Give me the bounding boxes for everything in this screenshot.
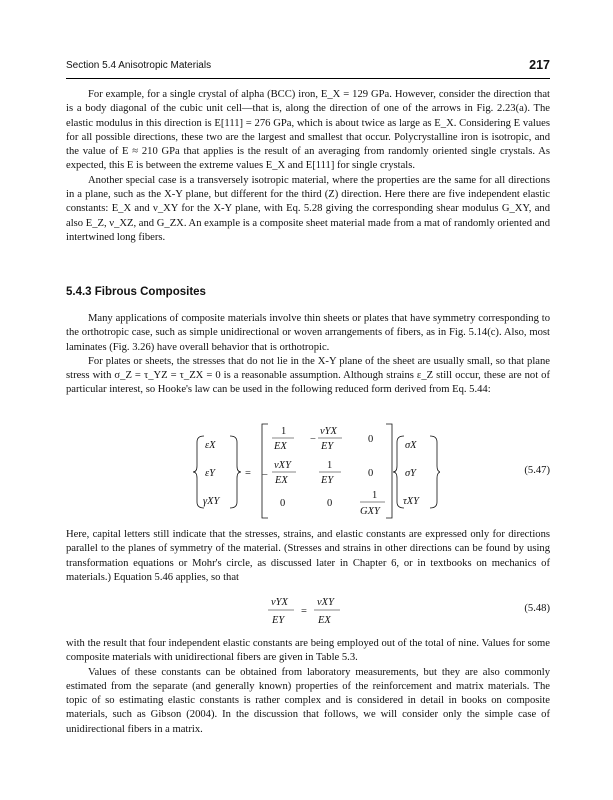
eq548-rhs-num: νXY	[317, 597, 334, 608]
paragraph-plane-stress: For plates or sheets, the stresses that do not lie in the X-Y plane of the sheet are usually small, so that plane stress with σ_Z = τ_YZ = τ_ZX = 0 is a reasonable assumption. Although strains ε_Z still occur, these are not of particular interest, so Hooke's law can be used in the following reduced form derived from Eq. 5.44:	[66, 355, 550, 396]
m11-num: 1	[281, 426, 287, 437]
paragraph-four-constants: with the result that four independent elastic constants are being employed out of the total of nine. Values for some composite materials with unidirectional fibers are given in Table 5.3.	[66, 638, 550, 664]
eq548-equals: =	[301, 606, 307, 617]
body-text-top	[66, 88, 550, 245]
m13: 0	[368, 434, 374, 445]
stress-xy: τXY	[403, 496, 420, 507]
m31: 0	[280, 498, 286, 509]
running-header	[66, 58, 550, 79]
m21-sign: −	[262, 470, 268, 481]
section-heading: 5.4.3 Fibrous Composites	[66, 286, 206, 298]
m32: 0	[327, 498, 333, 509]
equation-5-48	[268, 594, 348, 630]
stress-x: σX	[405, 440, 417, 451]
right-brace-stress	[430, 436, 440, 508]
eq548-rhs-den: EX	[318, 615, 331, 626]
eq548-lhs-den: EY	[272, 615, 285, 626]
strain-xy: γXY	[203, 496, 220, 507]
body-text-mid	[66, 312, 550, 398]
m23: 0	[368, 468, 374, 479]
m22-den: EY	[321, 475, 334, 486]
equation-number-5-47: (5.47)	[524, 465, 550, 476]
m21-den: EX	[275, 475, 288, 486]
equation-5-47	[190, 422, 440, 522]
strain-x: εX	[205, 440, 216, 451]
eq548-lhs-num: νYX	[271, 597, 288, 608]
equals-sign: =	[245, 468, 251, 479]
m33-den: GXY	[360, 506, 380, 517]
m12-den: EY	[321, 441, 334, 452]
m21-num: νXY	[274, 460, 291, 471]
body-text-bottom	[66, 637, 550, 737]
right-bracket	[386, 424, 392, 518]
m12-num: νYX	[320, 426, 337, 437]
paragraph-composite-applications: Many applications of composite materials involve thin sheets or plates that have symmetry corresponding to the orthotropic case, such as simple unidirectional or woven arrangements of fibers, as in Fig. 5.14(c). Also, most laminates (Fig. 3.26) have overall behavior that is orthotropic.	[66, 313, 550, 353]
paragraph-capital-letters: Here, capital letters still indicate that the stresses, strains, and elastic constants are expressed only for directions parallel to the planes of symmetry of the material. (Stresses and strains in other directions can be found by using transformation equations or Mohr's circle, as discussed later in Chapter 6, or in textbooks on mechanics of materials.) Equation 5.46 applies, so that	[66, 529, 550, 583]
stress-y: σY	[405, 468, 417, 479]
body-text-after-547	[66, 528, 550, 585]
m22-num: 1	[327, 460, 333, 471]
header-section-title: Section 5.4 Anisotropic Materials	[66, 60, 212, 71]
m11-den: EX	[274, 441, 287, 452]
m12-sign: −	[310, 434, 316, 445]
equation-number-5-48: (5.48)	[524, 603, 550, 614]
page-number: 217	[529, 58, 550, 72]
right-brace-strain	[230, 436, 241, 508]
paragraph-estimating-constants: Values of these constants can be obtained from laboratory measurements, but they are also commonly estimated from the separate (and generally known) properties of the reinforcement and matrix materials. The topic of so estimating elastic constants is rather complex and is considered in detail in books on composite materials, such as Gibson (2004). In the discussion that follows, we will consider only the simple case of unidirectional fibers in a matrix.	[66, 666, 550, 735]
paragraph-transversely-isotropic: Another special case is a transversely isotropic material, where the properties are the same for all directions in a plane, such as the X-Y plane, but different for the third (Z) direction. Here there are five independent elastic constants: E_X and ν_XY for the X-Y plane, with Eq. 5.28 giving the corresponding shear modulus G_XY, and also E_Z, ν_XZ, and G_ZX. An example is a composite sheet material made from a mat of randomly oriented and intertwined long fibers.	[66, 174, 550, 243]
strain-y: εY	[205, 468, 215, 479]
m33-num: 1	[372, 490, 378, 501]
paragraph-alpha-iron: For example, for a single crystal of alpha (BCC) iron, E_X = 129 GPa. However, consider the direction that is a body diagonal of the cubic unit cell—that is, along the direction of one of the arrows in Fig. 2.23(a). The elastic modulus in this direction is E[111] = 276 GPa, which is about twice as large as E_X. Considering E values for all possible directions, these two are the largest and smallest that occur. Polycrystalline iron is isotropic, and the value of E ≈ 210 GPa that applies is the result of an averaging from randomly oriented single crystals. As expected, this E is between the extreme values E_X and E[111] for single crystals.	[66, 89, 550, 172]
